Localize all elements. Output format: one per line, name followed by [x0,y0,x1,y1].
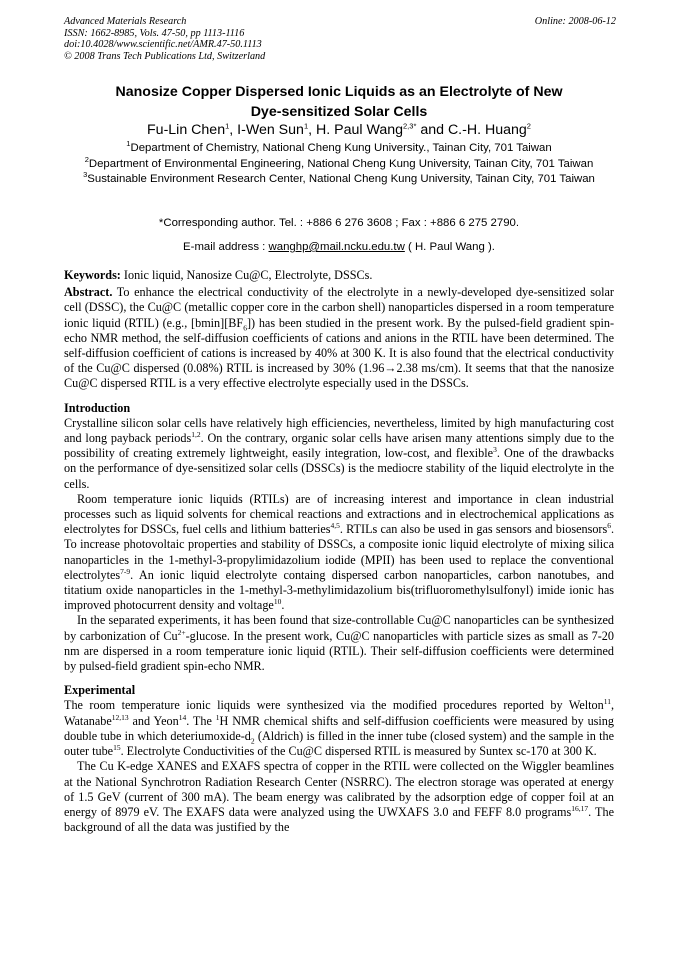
citation: 6 [607,521,611,531]
doi-line[interactable]: doi:10.4028/www.scientific.net/AMR.47-50.1113 [64,39,262,51]
title-line-1: Nanosize Copper Dispersed Ionic Liquids as an Electrolyte of New [115,84,563,100]
text: . RTILs can also be used in gas sensors and biosensors [339,522,608,537]
affiliation-list [64,141,614,188]
paper-body [64,268,614,835]
affiliation [64,172,614,188]
author-name: C.-H. Huang [447,122,527,138]
email-link[interactable]: wanghp@mail.ncku.edu.tw [268,241,405,253]
affiliation-text: Department of Environmental Engineering, National Cheng Kung University, Tainan City, 701 Taiwan [88,157,594,170]
issn-line: ISSN: 1662-8985, Vols. 47-50, pp 1113-1116 [64,27,245,39]
text: -glucose. In the present work, Cu@C nanoparticles with particle sizes as small as 7-20 nm are dispersed in a room temperature ionic liquid (RTIL). Their self-diffusion coefficients were determined by pulsed-field gradient spin-echo NMR. [64,628,614,674]
text: H NMR chemical shifts and self-diffusion coefficients were measured by using double tube in which deteriumoxide-d [64,713,614,743]
citation: 1,2 [191,429,201,439]
title-line-2: Dye-sensitized Solar Cells [250,104,428,120]
online-date: Online: 2008-06-12 [534,16,616,27]
keywords-text: Ionic liquid, Nanosize Cu@C, Electrolyte, DSSCs. [120,268,373,282]
superscript: 1 [215,712,220,722]
text: . One of the drawbacks on the performance of dye-sensitized solar cells (DSSCs) is the mediocre stability of the liquid electrolyte in the cells. [64,446,614,491]
abstract [64,285,614,391]
abstract-text: To enhance the electrical conductivity of the electrolyte in a newly-developed dye-sensitized solar cell (DSSC), the Cu@C (metallic copper core in the carbon shell) nanoparticles dispersed in a room temperature ionic liquid (RTIL) (e.g., [bmin][BF [64,285,614,330]
email-name: ( H. Paul Wang ). [404,241,495,253]
paragraph [64,613,614,674]
affiliation-mark: 1 [126,139,131,149]
email-line [64,241,614,253]
email-label: E-mail address : [183,241,269,253]
citation: 14 [178,712,187,722]
paragraph [64,759,614,835]
affiliation [64,141,614,157]
affiliation-mark: 3 [83,170,88,180]
text: . On the contrary, organic solar cells have arisen many attentions simply due to the possibility of creating extremely lightweight, easily integration, low-cost, and flexible [64,431,615,461]
subscript: 6 [243,323,247,333]
author-affil-mark: 1 [303,121,309,131]
text: . The background of all the data was justified by the [64,804,615,835]
paragraph [64,492,614,614]
text: Room temperature ionic liquids (RTILs) are of increasing interest and importance in clean industrial processes such as liquid solvents for chemical reactions and extractions and in electrochemical applications as electrolytes for DSSCs, fuel cells and lithium batteries [64,491,614,537]
author-affil-mark: 2 [526,121,531,131]
abstract-label: Abstract. [64,285,113,300]
text: and Yeon [128,713,179,728]
citation: 16,17 [571,803,589,813]
affiliation-text: Sustainable Environment Research Center, National Cheng Kung University, Tainan City, 701 Taiwan [87,173,595,186]
text: (Aldrich) is filled in the inner tube (closed system) and the sample in the outer tube [64,728,614,759]
author-separator: , [308,122,316,138]
subscript: 2 [250,736,255,746]
paragraph [64,416,614,492]
author-list [64,121,614,139]
citation: 11 [603,697,611,707]
keywords-label: Keywords: [64,268,121,282]
citation: 10 [273,597,282,607]
citation: 7-9 [120,566,131,576]
citation: 3 [493,445,497,455]
author-affil-mark: 2,3* [403,121,417,131]
author-name: I-Wen Sun [237,122,304,138]
text: . The [186,713,216,728]
publication-meta [64,16,265,62]
author-name: Fu-Lin Chen [147,122,226,138]
text: . To increase photovoltaic properties and stability of DSSCs, a composite ionic liquid electrolyte of mixing silica nanoparticles in the 1-methyl-3-propylimidazolium iodide (MPII) has been used to replace the conventional electrolytes [64,522,615,582]
text: . An ionic liquid electrolyte containg dispersed carbon nanoparticles, carbon nanotubes, and titatium oxide nanoparticles in the 1-methyl-3-methylimidazolium bis(trifluoromethylsulfonyl) imide ionic has improved photocurrent density and voltage [64,567,614,613]
affiliation [64,154,614,173]
affiliation-text: Department of Chemistry, National Cheng Kung University., Tainan City, 701 Taiwan [130,142,552,154]
copyright-line: © 2008 Trans Tech Publications Ltd, Switzerland [64,50,266,62]
citation: 4,5 [330,521,340,531]
citation: 15 [113,743,121,753]
superscript: 2+ [177,627,186,637]
text: . Electrolyte Conductivities of the Cu@C dispersed RTIL is measured by Suntex sc-170 at 300 K. [120,744,597,759]
corresponding-author: *Corresponding author. Tel. : +886 6 276 3608 ; Fax : +886 6 275 2790. [158,217,520,229]
author-separator: , [229,122,238,138]
section-heading-introduction: Introduction [64,400,131,415]
affiliation-mark: 2 [84,154,89,164]
section-heading-experimental: Experimental [64,683,136,698]
text: , Watanabe [64,698,614,728]
text: Crystalline silicon solar cells have relatively high efficiencies, nevertheless, limited by high manufacturing cost and long payback periods [64,415,614,446]
text: The Cu K-edge XANES and EXAFS spectra of copper in the RTIL were collected on the Wiggler beamlines at the National Synchrotron Radiation Research Center (NSRRC). The electron storage was operated at energy of 1.5 GeV (current of 300 mA). The beam energy was calibrated by the adsorption edge of copper foil at an energy of 8979 eV. The EXAFS data were analyzed using the UWXAFS 3.0 and FEFF 8.0 programs [64,759,614,819]
author-affil-mark: 1 [225,121,230,131]
citation: 12,13 [111,712,129,722]
paper-title [64,82,614,122]
author-name: H. Paul Wang [316,122,404,138]
text: . [281,598,285,613]
text: The room temperature ionic liquids were synthesized via the modified procedures reported by Welton [64,698,604,713]
text: In the separated experiments, it has been found that size-controllable Cu@C nanoparticles can be synthesized by carbonization of Cu [64,613,614,643]
author-separator: and [416,122,448,138]
journal-name: Advanced Materials Research [64,16,187,27]
abstract-text: ]) has been studied in the present work. By the pulsed-field gradient spin-echo NMR method, the self-diffusion coefficients of cations and anions in the RTIL have been determined. The self-diffusion coefficient of cations is increased by 40% at 300 K. It is also found that the electrical conductivity of the Cu@C dispersed (0.08%) RTIL is increased by 30% (1.96→2.38 ms/cm). It seems that that the nanosize Cu@C dispersed RTIL is a very effective electrolyte especially used in the DSSCs. [64,315,614,391]
paragraph [64,698,614,759]
keywords [64,268,614,283]
